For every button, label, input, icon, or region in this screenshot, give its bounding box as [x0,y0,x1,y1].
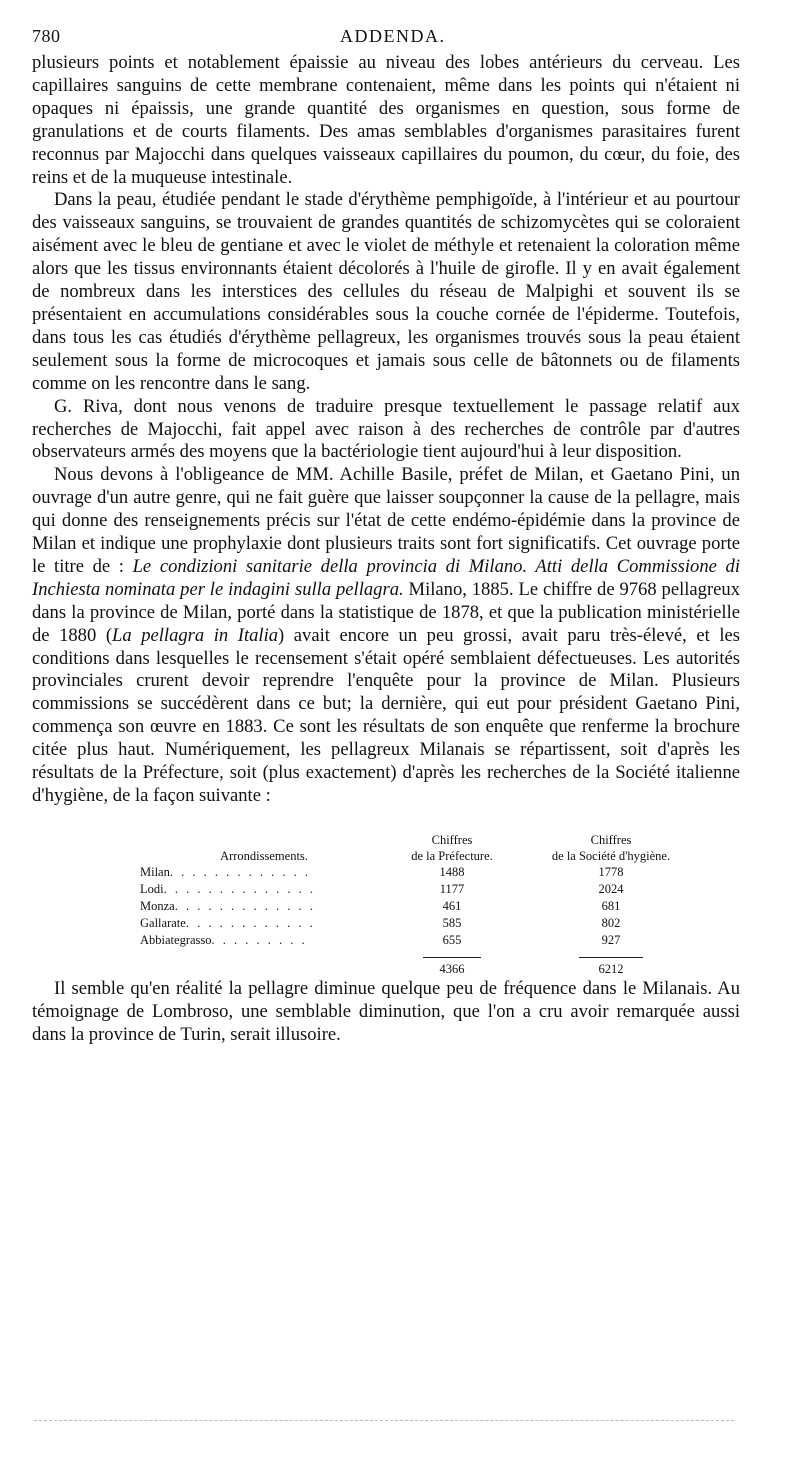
row-name: Abbiategrasso [140,932,212,947]
paragraph-4-part-2: Milano, 1885. Le chiffre de 9768 pellagreux dans la province de Milan, porté dans la statistique de 1878, et que la publication ministérielle de 1880 ( [32,578,740,646]
paragraph-1: plusieurs points et notablement épaissie au niveau des lobes antérieurs du cerveau. Les capillaires sanguins de cette membrane contenaient, même dans les points qui n'étaient ni opaques ni épaissis, une grande quantité des organismes en question, sous forme de granulations et de courts filaments. Des amas semblables d'organismes parasitaires furent reconnus par Majocchi dans quelques vaisseaux capillaires du poumon, du cœur, du foie, des reins et de la muqueuse intestinale. [32,52,740,188]
total-rule-societe [579,957,643,958]
row-prefecture-value: 1488 [439,864,465,879]
header-prefecture-line-1: Chiffres [431,832,473,847]
row-prefecture-value: 1177 [439,881,465,896]
header-societe-line-1: Chiffres [590,832,632,847]
row-prefecture-value: 585 [442,915,462,930]
document-page [32,26,740,1047]
paragraph-2: Dans la peau, étudiée pendant le stade d'érythème pemphigoïde, à l'intérieur et au pourtour des vaisseaux sanguins, se trouvaient de grandes quantités de schizomycètes qui se coloraient aisément avec le bleu de gentiane et avec le violet de méthyle et retenaient la coloration même alors que les tissus environnants étaient décolorés à l'huile de girofle. Il y en avait également de nombreux dans les interstices des cellules du réseau de Malpighi et souvent ils se présentaient en accumulations considérables sous la couche cornée de l'épiderme. Toutefois, dans tous les cas étudiés d'érythème pellagreux, les organismes trouvés sous la peau étaient seulement sous la forme de microcoques et jamais sous celle de bâtonnets ou de filaments comme on les rencontre dans le sang. [32,189,740,394]
total-societe: 6212 [598,961,624,976]
leader-dots: . . . . . . . . . . . . . [174,898,316,913]
row-societe-value: 1778 [598,864,624,879]
statistics-table-wrap [140,832,732,978]
statistics-table [140,832,706,978]
paragraph-3: G. Riva, dont nous venons de traduire presque textuellement le passage relatif aux recherches de Majocchi, fait appel avec raison à des recherches de contrôle par d'autres observateurs armés des moyens que la bactériologie tient aujourd'hui à leur disposition. [32,395,740,463]
row-name: Lodi [140,881,164,896]
leader-dots: . . . . . . . . . [211,932,308,947]
header-prefecture-line-2: de la Préfecture. [411,848,493,863]
row-name-cell [140,898,388,915]
header-societe-line-2: de la Société d'hygiène. [551,848,671,863]
leader-dots: . . . . . . . . . . . . . . [163,881,316,896]
table-row [140,932,706,949]
paragraph-4 [32,464,740,808]
page-header [32,26,740,52]
row-name-cell [140,864,388,881]
row-name: Monza [140,898,175,913]
leader-dots: . . . . . . . . . . . . . [169,864,311,879]
leader-dots: . . . . . . . . . . . . [185,915,316,930]
header-prefecture [388,832,516,864]
row-name-cell [140,915,388,932]
total-row [140,961,706,978]
header-arrondissements: Arrondissements. [220,848,308,863]
row-societe-value: 802 [601,915,621,930]
document-body [32,52,740,1047]
page-number: 780 [32,26,61,46]
row-name-cell [140,881,388,898]
row-prefecture-value: 461 [442,898,462,913]
paragraph-4-part-3: ) avait encore un peu grossi, avait paru très-élevé, et les conditions dans lesquelles le recensement s'était opéré semblaient défectueuses. Les autorités provinciales crurent devoir reprendre l'enquête pour la province de Milan. Plusieurs commissions se succédèrent dans ce but; la dernière, qui eut pour président Gaetano Pini, commença son œuvre en 1883. Ce sont les résultats de son enquête que renferme la brochure citée plus haut. Numériquement, les pellagreux Milanais se répartissent, soit d'après les résultats de la Préfecture, soit (plus exactement) d'après les recherches de la Société italienne d'hygiène, de la façon suivante : [32,624,740,806]
header-societe [516,832,706,864]
running-title: ADDENDA. [340,26,446,46]
table-row [140,898,706,915]
row-name: Gallarate [140,915,186,930]
table-row [140,881,706,898]
total-prefecture: 4366 [439,961,465,976]
table-row [140,864,706,881]
cited-title: Le condizioni sanitarie della provincia di Milano. Atti della Commissione di Inchiesta nominata per le indagini sulla pellagra. [32,555,740,600]
cited-publication: La pellagra in Italia [112,624,279,646]
total-rule-row [140,949,706,961]
footer-rule [34,1420,734,1421]
row-societe-value: 681 [601,898,621,913]
total-rule-prefecture [423,957,481,958]
row-societe-value: 2024 [598,881,624,896]
table-row [140,915,706,932]
paragraph-4-part-1: Nous devons à l'obligeance de MM. Achille Basile, préfet de Milan, et Gaetano Pini, un ouvrage d'un autre genre, qui ne fait guère que laisser soupçonner la cause de la pellagre, mais qui donne des renseignements précis sur l'état de cette endémo-épidémie dans la province de Milan et indique une prophylaxie dont plusieurs traits sont fort significatifs. Cet ouvrage porte le titre de : [32,464,740,577]
row-name-cell [140,932,388,949]
closing-paragraph: Il semble qu'en réalité la pellagre diminue quelque peu de fréquence dans le Milanais. Au témoignage de Lombroso, une semblable diminution, que l'on a cru avoir remarquée aussi dans la province de Turin, serait illusoire. [32,977,740,1045]
row-prefecture-value: 655 [442,932,462,947]
row-societe-value: 927 [601,932,621,947]
table-header-row [140,832,706,864]
row-name: Milan [140,864,170,879]
